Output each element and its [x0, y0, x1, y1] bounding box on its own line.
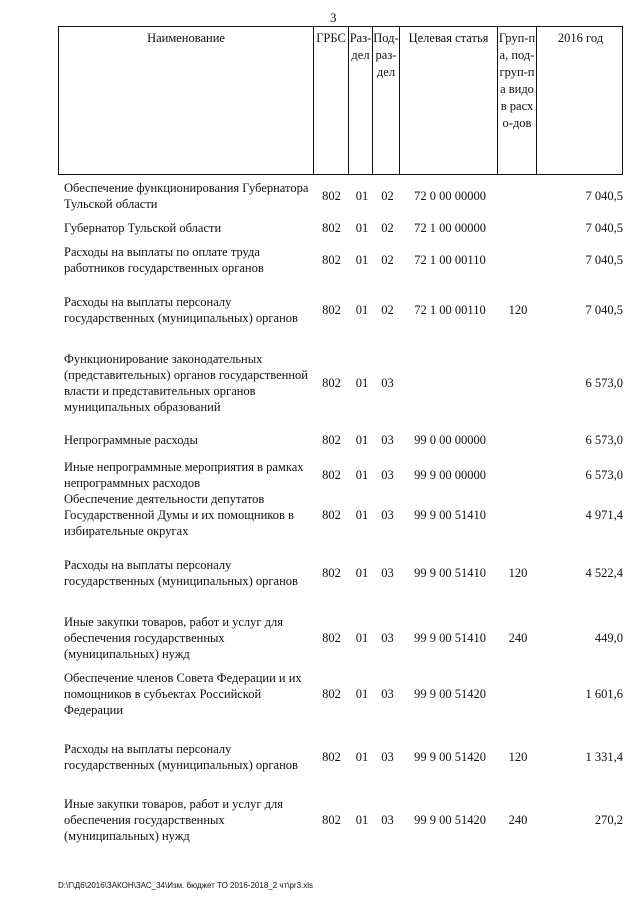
row-podrazdel: 03 [381, 433, 394, 447]
row-podrazdel: 02 [381, 221, 394, 235]
row-grbs: 802 [322, 433, 341, 447]
row-name: Иные закупки товаров, работ и услуг для обеспечения государственных (муниципальных) нужд [64, 797, 284, 843]
row-razdel: 01 [355, 687, 369, 701]
table-row [58, 244, 623, 276]
row-vid-rashodov: 120 [508, 566, 528, 580]
table-row [58, 432, 623, 448]
row-name: Иные непрограммные мероприятия в рамках непрограммных расходов [64, 460, 304, 490]
row-amount: 1 331,4 [585, 750, 623, 764]
row-razdel: 01 [355, 303, 369, 317]
row-podrazdel: 02 [381, 253, 394, 267]
row-celevaya: 99 9 00 51410 [414, 566, 486, 580]
row-vid-rashodov: 240 [508, 813, 528, 827]
row-razdel: 01 [355, 468, 369, 482]
header-grbs: ГРБС [313, 27, 348, 174]
row-grbs: 802 [322, 750, 341, 764]
row-grbs: 802 [322, 631, 341, 645]
row-razdel: 01 [355, 376, 369, 390]
row-amount: 6 573,0 [585, 468, 623, 482]
row-grbs: 802 [322, 376, 341, 390]
row-celevaya: 99 9 00 51410 [414, 631, 486, 645]
row-grbs: 802 [322, 253, 341, 267]
table-row [58, 220, 623, 236]
row-podrazdel: 03 [381, 750, 394, 764]
row-name: Иные закупки товаров, работ и услуг для обеспечения государственных (муниципальных) нужд [64, 615, 284, 661]
row-podrazdel: 03 [381, 687, 394, 701]
row-amount: 449,0 [594, 631, 623, 645]
row-name: Непрограммные расходы [64, 433, 198, 447]
row-razdel: 01 [355, 253, 369, 267]
row-podrazdel: 03 [381, 376, 394, 390]
row-celevaya: 72 0 00 00000 [414, 189, 486, 203]
row-celevaya: 99 9 00 00000 [414, 468, 486, 482]
row-podrazdel: 02 [381, 189, 394, 203]
row-celevaya: 72 1 00 00000 [414, 221, 486, 235]
header-name: Наименование [147, 31, 225, 45]
table-header [58, 26, 623, 175]
row-podrazdel: 03 [381, 508, 394, 522]
row-grbs: 802 [322, 566, 341, 580]
row-grbs: 802 [322, 221, 341, 235]
row-podrazdel: 03 [381, 631, 394, 645]
table-row [58, 294, 623, 326]
row-name: Расходы на выплаты персоналу государственных (муниципальных) органов [64, 558, 298, 588]
row-grbs: 802 [322, 303, 341, 317]
row-razdel: 01 [355, 813, 369, 827]
row-amount: 6 573,0 [585, 376, 623, 390]
row-grbs: 802 [322, 687, 341, 701]
row-amount: 4 971,4 [585, 508, 623, 522]
header-celevaya: Целевая статья [399, 27, 497, 174]
table-row [58, 351, 623, 415]
table-row [58, 491, 623, 539]
row-name: Расходы на выплаты персоналу государственных (муниципальных) органов [64, 295, 298, 325]
row-celevaya: 72 1 00 00110 [414, 253, 486, 267]
row-celevaya: 99 9 00 51420 [414, 750, 486, 764]
row-razdel: 01 [355, 631, 369, 645]
row-vid-rashodov: 120 [508, 750, 528, 764]
row-grbs: 802 [322, 813, 341, 827]
row-amount: 1 601,6 [585, 687, 623, 701]
row-celevaya: 99 9 00 51410 [414, 508, 486, 522]
row-amount: 7 040,5 [585, 303, 623, 317]
row-celevaya: 99 9 00 51420 [414, 813, 486, 827]
table-row [58, 741, 623, 773]
row-name: Функционирование законодательных (представительных) органов государственной власти и представительных органов муниципальных образований [64, 352, 308, 414]
row-razdel: 01 [355, 189, 369, 203]
row-razdel: 01 [355, 566, 369, 580]
row-amount: 7 040,5 [585, 253, 623, 267]
row-razdel: 01 [355, 221, 369, 235]
header-podrazdel: Под-раз-дел [372, 27, 399, 174]
header-year: 2016 год [536, 27, 624, 174]
row-razdel: 01 [355, 433, 369, 447]
row-celevaya: 72 1 00 00110 [414, 303, 486, 317]
row-name: Расходы на выплаты по оплате труда работников государственных органов [64, 245, 264, 275]
header-gruppa: Груп-па, под-груп-па видов расхо-дов [497, 27, 536, 174]
row-amount: 7 040,5 [585, 189, 623, 203]
row-name: Обеспечение деятельности депутатов Государственной Думы и их помощников в избирательные округах [64, 492, 294, 538]
row-celevaya: 99 0 00 00000 [414, 433, 486, 447]
row-name: Расходы на выплаты персоналу государственных (муниципальных) органов [64, 742, 298, 772]
row-podrazdel: 03 [381, 468, 394, 482]
row-name: Обеспечение функционирования Губернатора Тульской области [64, 181, 309, 211]
row-name: Обеспечение членов Совета Федерации и их помощников в субъектах Российской Федерации [64, 671, 302, 717]
row-grbs: 802 [322, 189, 341, 203]
row-amount: 4 522,4 [585, 566, 623, 580]
row-grbs: 802 [322, 468, 341, 482]
table-row [58, 459, 623, 491]
row-name: Губернатор Тульской области [64, 221, 222, 235]
row-celevaya: 99 9 00 51420 [414, 687, 486, 701]
table-row [58, 557, 623, 589]
row-podrazdel: 03 [381, 566, 394, 580]
row-podrazdel: 02 [381, 303, 394, 317]
row-amount: 7 040,5 [585, 221, 623, 235]
table-row [58, 180, 623, 212]
file-path: D:\Г\Д6\2016\ЗАКОН\ЗАС_34\Изм. бюджет ТО 2016-2018_2 чт\pr3.xls [58, 881, 314, 890]
row-grbs: 802 [322, 508, 341, 522]
row-amount: 6 573,0 [585, 433, 623, 447]
row-vid-rashodov: 240 [508, 631, 528, 645]
row-podrazdel: 03 [381, 813, 394, 827]
row-razdel: 01 [355, 750, 369, 764]
row-vid-rashodov: 120 [508, 303, 528, 317]
row-razdel: 01 [355, 508, 369, 522]
row-amount: 270,2 [594, 813, 623, 827]
table-row [58, 670, 623, 718]
header-razdel: Раз-дел [348, 27, 372, 174]
table-row [58, 614, 623, 662]
page-number: 3 [330, 10, 337, 25]
table-row [58, 796, 623, 844]
